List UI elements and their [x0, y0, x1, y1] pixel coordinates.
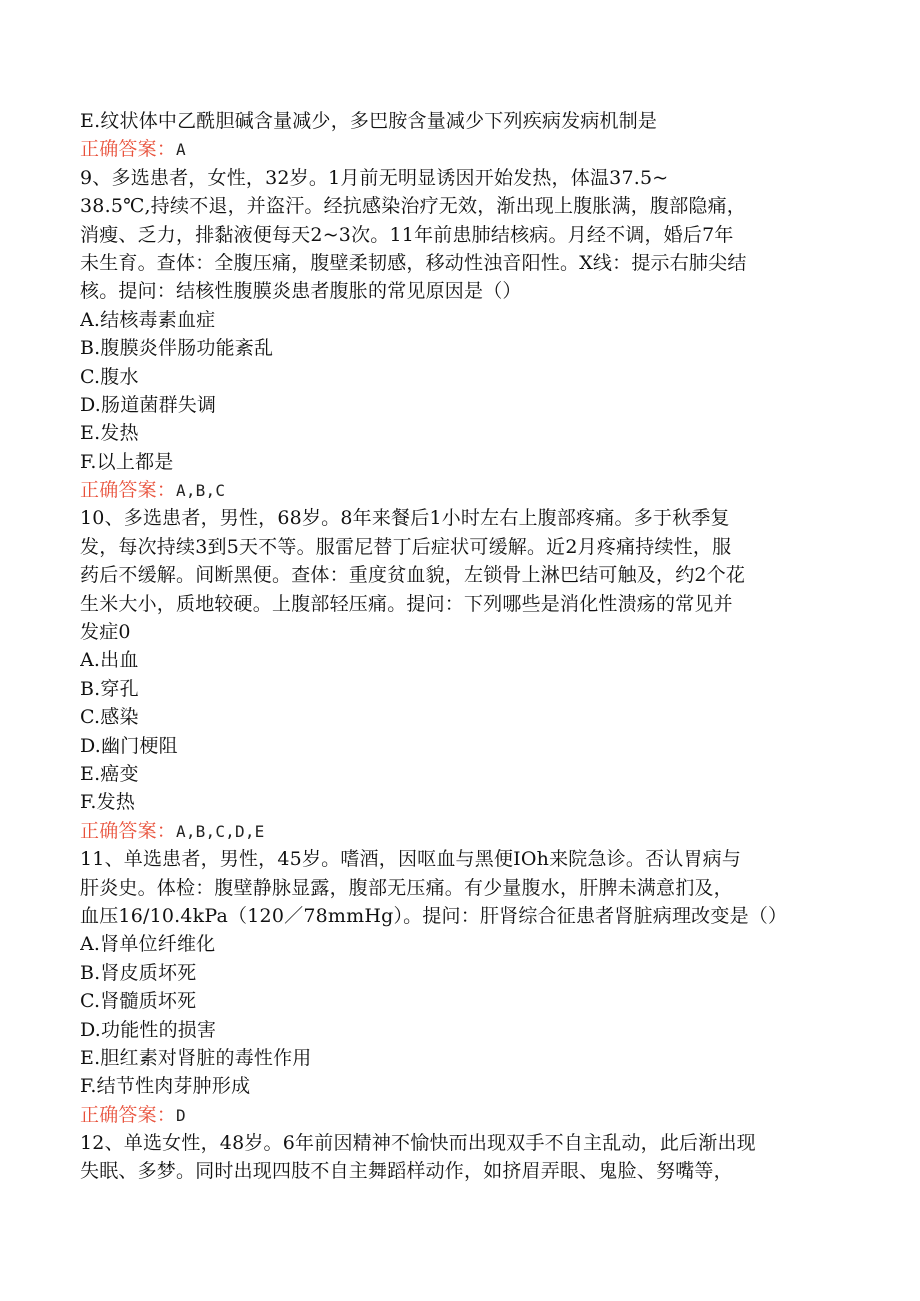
answer-label: 正确答案： [80, 479, 177, 502]
answer-label: 正确答案： [80, 138, 177, 161]
text-line: F.结节性肉芽肿形成 [80, 1075, 251, 1098]
text-line: 12、单选女性，48岁。6年前因精神不愉快而出现双手不自主乱动，此后渐出现 [80, 1132, 756, 1155]
text-line: 肝炎史。体检：腹壁静脉显露，腹部无压痛。有少量腹水，肝脾未满意扪及， [80, 876, 733, 899]
text-line: 消瘦、乏力，排黏液便每天2~3次。11年前患肺结核病。月经不调，婚后7年 [80, 223, 734, 246]
text-line: 发症0 [80, 621, 131, 644]
text-line: 9、多选患者，女性，32岁。1月前无明显诱因开始发热，体温37.5~ [80, 166, 669, 189]
text-line: 生米大小，质地较硬。上腹部轻压痛。提问：下列哪些是消化性溃疡的常见并 [80, 592, 733, 615]
correct-answer-line [80, 1101, 840, 1129]
answer-value: A,B,C,D,E [176, 821, 265, 841]
text-line: 失眠、多梦。同时出现四肢不自主舞蹈样动作，如挤眉弄眼、鬼脸、努嘴等， [80, 1160, 733, 1183]
text-line: 10、多选患者，男性，68岁。8年来餐后1小时左右上腹部疼痛。多于秋季复 [80, 507, 730, 530]
text-line: D.幽门梗阻 [80, 734, 178, 757]
correct-answer-line [80, 817, 840, 845]
text-line: B.穿孔 [80, 677, 139, 700]
answer-value: A,B,C [176, 481, 226, 501]
answer-value: A [176, 140, 186, 160]
text-line: E.癌变 [80, 762, 139, 785]
text-line: 血压16/10.4kPa（120／78mmHg）。提问：肝肾综合征患者肾脏病理改变是（） [80, 904, 788, 927]
text-line: C.感染 [80, 706, 139, 729]
text-line: E.纹状体中乙酰胆碱含量减少，多巴胺含量减少下列疾病发病机制是 [80, 110, 658, 132]
answer-label: 正确答案： [80, 819, 177, 842]
answer-label: 正确答案： [80, 1103, 177, 1126]
text-line: 发，每次持续3到5天不等。服雷尼替丁后症状可缓解。近2月疼痛持续性，服 [80, 535, 732, 558]
answer-value: D [176, 1105, 186, 1125]
text-line: A.结核毒素血症 [80, 308, 216, 331]
correct-answer-line [80, 135, 840, 163]
text-line: 11、单选患者，男性，45岁。嗜酒，因呕血与黑便IOh来院急诊。否认胃病与 [80, 848, 742, 871]
text-line: 核。提问：结核性腹膜炎患者腹胀的常见原因是（） [80, 280, 522, 303]
text-line: 未生育。查体：全腹压痛，腹壁柔韧感，移动性浊音阳性。X线：提示右肺尖结 [80, 251, 747, 274]
text-line: 38.5℃,持续不退，并盗汗。经抗感染治疗无效，渐出现上腹胀满，腹部隐痛， [80, 195, 747, 218]
text-line: A.肾单位纤维化 [80, 933, 216, 956]
text-line: B.肾皮质坏死 [80, 961, 197, 984]
text-line: D.功能性的损害 [80, 1018, 217, 1041]
correct-answer-line [80, 476, 840, 504]
text-line: C.肾髓质坏死 [80, 990, 197, 1013]
text-line: 药后不缓解。间断黑便。查体：重度贫血貌，左锁骨上淋巴结可触及，约2个花 [80, 564, 746, 587]
text-line: C.腹水 [80, 365, 139, 388]
text-line: F.以上都是 [80, 450, 174, 473]
text-line: B.腹膜炎伴肠功能紊乱 [80, 337, 274, 360]
text-line: E.发热 [80, 422, 139, 445]
text-line: E.胆红素对肾脏的毒性作用 [80, 1046, 312, 1069]
document-page [80, 107, 840, 1186]
text-line: A.出血 [80, 649, 139, 672]
text-line: F.发热 [80, 791, 136, 814]
text-line: D.肠道菌群失调 [80, 393, 217, 416]
